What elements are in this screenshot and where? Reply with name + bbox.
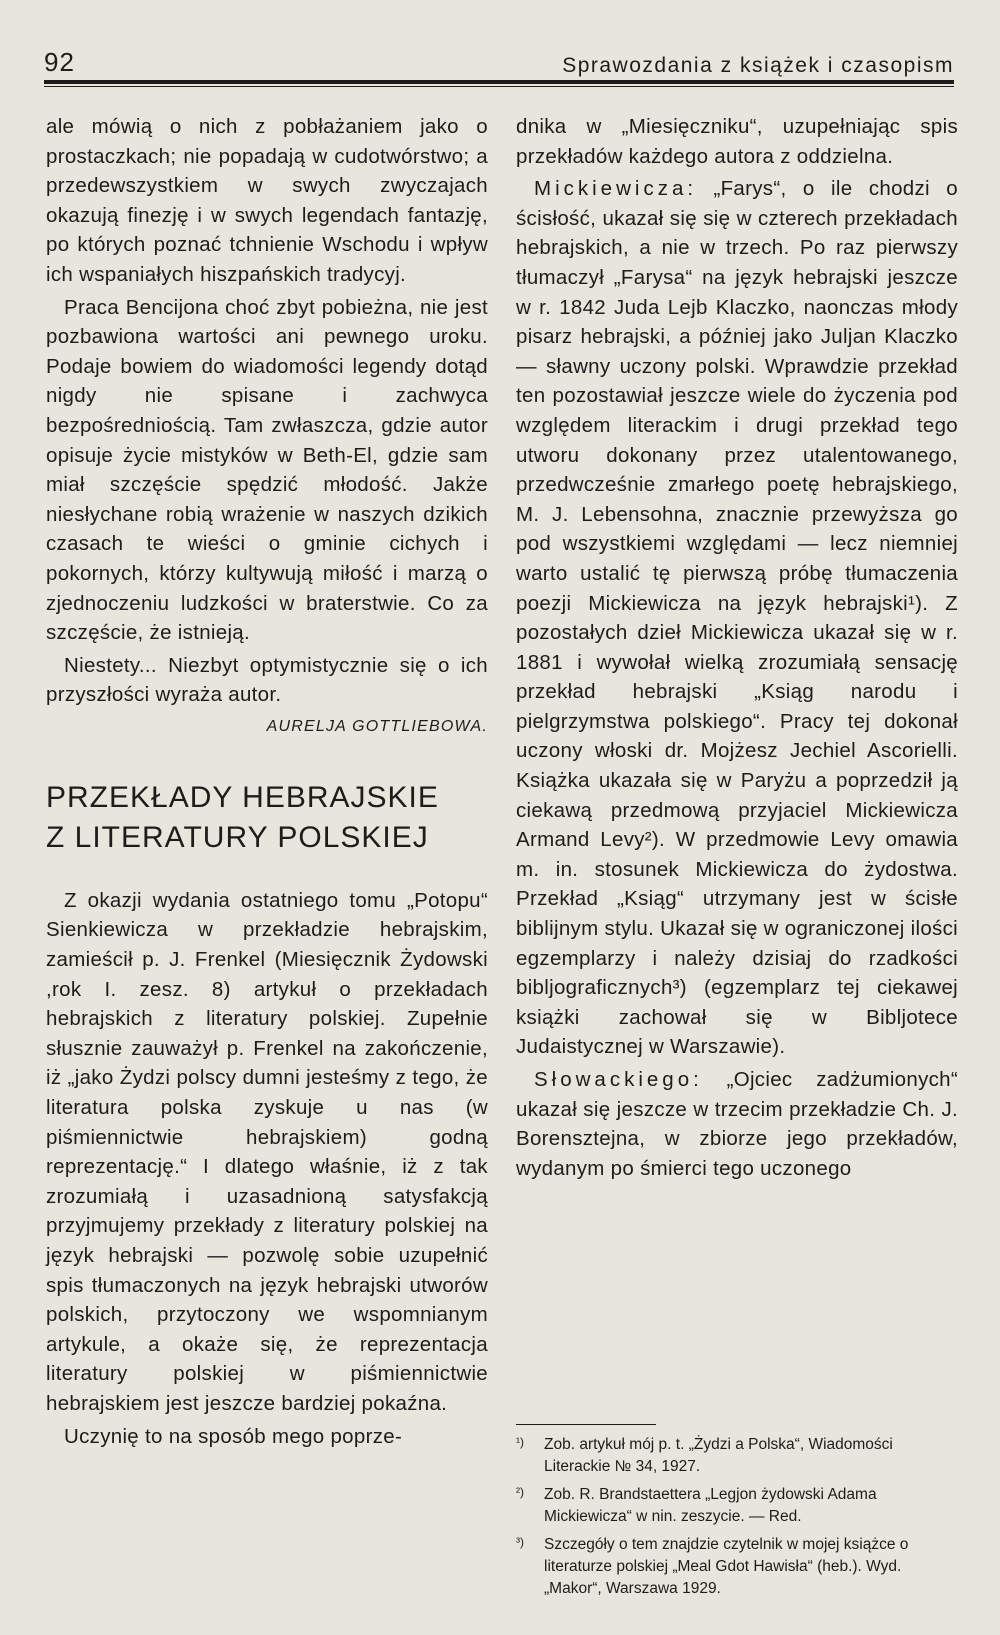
section-title-line-1: PRZEKŁADY HEBRAJSKIE [46,780,439,814]
header-rule-thin [44,86,954,87]
left-column [46,112,488,1451]
article-paragraph-1: Z okazji wydania ostatniego tomu „Potopu“ Sienkiewicza w przekładzie hebrajskim, zamieścił p. J. Frenkel (Miesięcznik Żydowski ,rok I. zesz. 8) artykuł o przekładach hebrajskich z literatury polskiej. Zupełnie słusznie zauważył p. Frenkel na zakończenie, iż „jako Żydzi polscy dumni jesteśmy z tego, że literatura polska zyskuje u nas (w piśmiennictwie hebrajskiem) godną reprezentację.“ I dlatego właśnie, iż z tak zrozumiałą i uzasadnioną satysfakcją przyjmujemy przekłady z literatury polskiej na język hebrajski — pozwolę sobie uzupełnić spis tłumaczonych na język hebrajski utworów polskich, przytoczony we wspomnianym artykule, a okaże się, że reprezentacja literatury polskiej w piśmiennictwie hebrajskiem jest jeszcze bardziej pokaźna. [46,888,488,1415]
footnote [516,1484,958,1528]
review-paragraph-3: Niestety... Niezbyt optymistycznie się o ich przyszłości wyraża autor. [46,653,488,707]
mickiewicz-lead: Mickiewicza: [534,177,698,201]
author-signature: AURELJA GOTTLIEBOWA. [266,717,488,735]
footnote [516,1534,958,1600]
footnote-mark: ¹) [516,1435,524,1449]
header-rule-thick [44,80,954,84]
slowacki-lead: Słowackiego: [534,1068,703,1091]
running-head: Sprawozdania z książek i czasopism [562,54,954,77]
mickiewicz-text: „Farys“, o ile chodzi o ścisłość, ukazał się się w czterech przekładach hebrajskich, a nie w trzech. Po raz pierwszy tłumaczył „Farysa“ na język hebrajski jeszcze w r. 1842 Juda Lejb Klaczko, naonczas młody pisarz hebrajski, a później jako Juljan Klaczko — sławny uczony polski. Wprawdzie przekład ten pozostawiał jeszcze wiele do życzenia pod względem literackim i drugi przekład tego utworu dokonany przez utalentowanego, przedwcześnie zmarłego poetę hebrajskiego, M. J. Lebensohna, znacznie przewyższa go pod wszystkiemi względami — lecz niemniej warto ustalić tę pierwszą próbę tłumaczenia poezji Mickiewicza na język hebrajski¹). Z pozostałych dzieł Mickiewicza ukazał się w r. 1881 i wywołał wielką zrozumiałą sensację przekład hebrajski „Ksiąg narodu i pielgrzymstwa polskiego“. Pracy tej dokonał uczony włoski dr. Mojżesz Jechiel Ascorielli. Książka ukazała się w Paryżu a poprzedził ją ciekawą przedmową przyjaciel Mickiewicza Armand Levy²). W przedmowie Levy omawia m. in. stosunek Mickiewicza do żydostwa. Przekład „Ksiąg“ utrzymany jest w ścisłe biblijnym stylu. Ukazał się w ograniczonej ilości egzemplarzy i należy dzisiaj do rzadkości bibljograficznych³) (egzemplarz tej ciekawej książki zachował się w Bibljotece Judaistycznej w Warszawie). [516,177,958,1059]
slowacki-paragraph [516,1065,958,1183]
footnote [516,1434,958,1478]
article-paragraph-2: Uczynię to na sposób mego poprze- [64,1424,403,1448]
review-paragraph-2: Praca Bencijona choć zbyt pobieżna, nie jest pozbawiona wartości ani pewnego uroku. Podaje bowiem do wiadomości legendy dotąd nigdy nie spisane i zachwyca bezpośredniością. Tam zwłaszcza, gdzie autor opisuje życie mistyków w Beth-El, gdzie sam miał szczęście spędzić młodość. Jakże niesłychane robią wrażenie w naszych dzikich czasach te wieści o gminie cichych i pokornych, którzy kultywują miłość i marzą o zjednoczeniu ludzkości w braterstwie. Co za szczęście, że istnieją. [46,295,488,645]
article-paragraph-3: dnika w „Miesięczniku“, uzupełniając spis przekładów każdego autora z oddzielna. [516,115,958,168]
footnote-rule [516,1424,656,1425]
page-header [44,44,954,78]
footnote-mark: ³) [516,1535,524,1549]
footnotes [516,1434,958,1606]
footnote-mark: ²) [516,1485,524,1499]
footnote-text: Zob. R. Brandstaettera „Legjon żydowski Adama Mickiewicza“ w nin. zeszycie. — Red. [544,1486,877,1525]
page-number: 92 [44,47,75,77]
footnote-text: Szczegóły o tem znajdzie czytelnik w mojej książce o literaturze polskiej „Meal Gdot Hawisła“ (heb.). Wyd. „Makor“, Warszawa 1929. [544,1536,909,1597]
footnote-text: Zob. artykuł mój p. t. „Żydzi a Polska“, Wiadomości Literackie № 34, 1927. [544,1436,893,1475]
right-column [516,112,958,1183]
section-title-line-2: Z LITERATURY POLSKIEJ [46,820,429,854]
mickiewicz-paragraph [516,174,958,1062]
slowacki-text: „Ojciec zadżumionych“ ukazał się jeszcze w trzecim przekładzie Ch. J. Borensztejna, w zbiorze jego przekładów, wydanym po śmierci tego uczonego [516,1068,958,1180]
review-paragraph-1: ale mówią o nich z pobłażaniem jako o prostaczkach; nie popadają w cudotwórstwo; a przedewszystkiem w swych zwyczajach okazują finezję i w swych legendach fantazję, po których poznać tchnienie Wschodu i wpływ ich wspaniałych hiszpańskich tradycyj. [46,115,488,286]
section-title [46,778,488,858]
